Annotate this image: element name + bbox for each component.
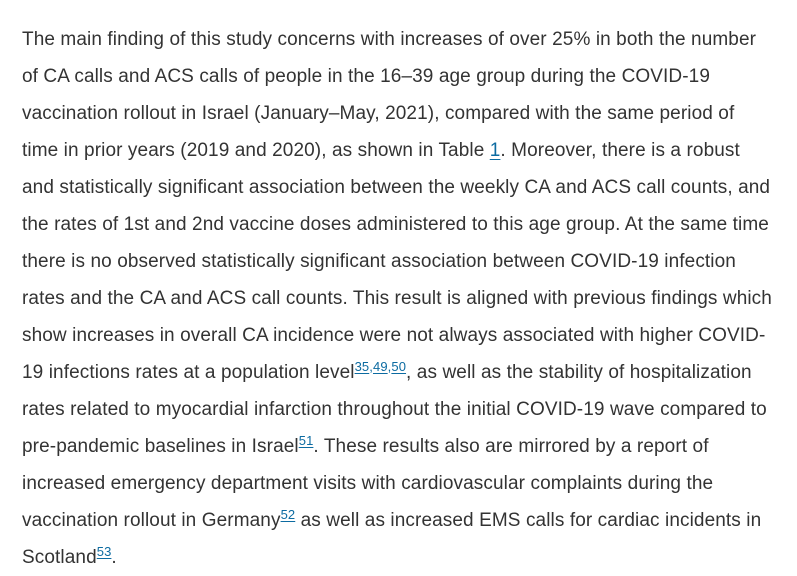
- citation-group-35-49-50: [355, 359, 406, 374]
- citation-link-52[interactable]: 52: [280, 507, 296, 522]
- article-paragraph: [22, 21, 773, 576]
- citation-link-49[interactable]: 49: [372, 359, 388, 374]
- citation-group-51: [299, 433, 314, 448]
- citation-link-53[interactable]: 53: [96, 544, 112, 559]
- citation-group-53: [97, 544, 112, 559]
- citation-link-51[interactable]: 51: [298, 433, 314, 448]
- citation-separator: ,: [369, 359, 373, 374]
- paragraph-text-2: . Moreover, there is a robust and statistically significant association between the weekly CA and ACS call counts, and the rates of 1st and 2nd vaccine doses administered to this age group. At the same time there is no observed statistically significant association between COVID-19 infection rates and the CA and ACS call counts. This result is aligned with previous findings which show increases in overall CA incidence were not always associated with higher COVID-19 infections rates at a population level: [22, 140, 772, 383]
- citation-link-35[interactable]: 35: [354, 359, 370, 374]
- paragraph-text-6: .: [111, 547, 117, 568]
- paragraph-text-4: . These results also are mirrored by a report of increased emergency department visits with cardiovascular complaints during the vaccination rollout in Germany: [22, 436, 714, 531]
- paragraph-text-1: The main finding of this study concerns with increases of over 25% in both the number of CA calls and ACS calls of people in the 16–39 age group during the COVID-19 vaccination rollout in Israel (January–May, 2021), compared with the same period of time in prior years (2019 and 2020), as shown in Table: [22, 29, 757, 161]
- paragraph-text-3: , as well as the stability of hospitalization rates related to myocardial infarction throughout the initial COVID-19 wave compared to pre-pandemic baselines in Israel: [22, 362, 767, 457]
- citation-group-52: [281, 507, 296, 522]
- citation-link-50[interactable]: 50: [391, 359, 407, 374]
- table-1-link[interactable]: 1: [489, 140, 501, 161]
- paragraph-text-5: as well as increased EMS calls for cardiac incidents in Scotland: [22, 510, 762, 568]
- citation-separator: ,: [387, 359, 392, 374]
